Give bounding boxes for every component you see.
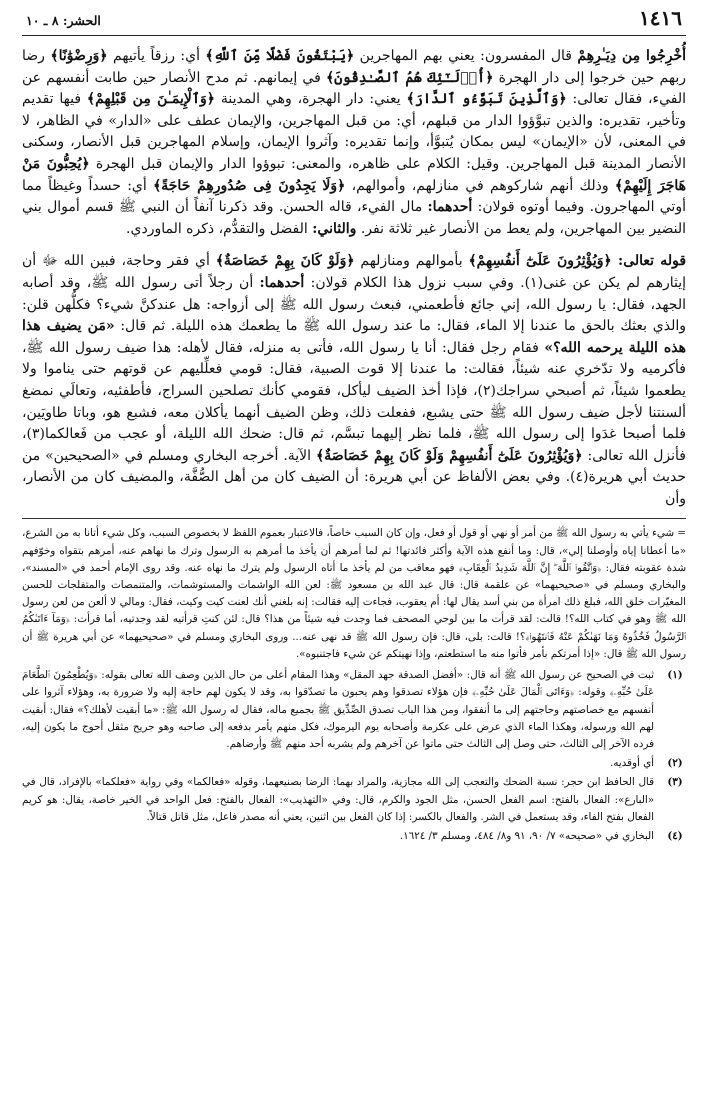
footnote-number: (٣)	[667, 776, 683, 789]
footnote	[22, 828, 686, 845]
text-segment: أن رجلاً أتى رسول الله ﷺ، وقد أصابه الجهد، فقال: يا رسول الله، إني جائع فأطعمني، فبعث رسول الله ﷺ إلى أزواجه: هل عندكنَّ شيء؟ فكلُّهن قلن: والذي بعثك بالحق ما عندنا إلا الماء، فقال: ما عند رسول الله ﷺ ما يطعمك هذه الليلة. ثم قال:	[22, 274, 686, 335]
footnote-continuation: = شيء يأتي به رسول الله ﷺ من أمر أو نهي أو قول أو فعل، وإن كان السبب خاصاً، فالاعتبار بعموم اللفظ لا بخصوص السبب، وكل شيء أتانا به من الشرع، «ما أعطانا إياه وأوصلنا إلي»، قال: وما أنفع هذه الآية وأكثر فائدتها! ثم لما أمرهم أن يأخذ ما أمرهم به الرسول وترك ما نهاهم عنه، أمرهم بتقواه وخوّفهم شدة عقوبته فقال: ﴿وَٱتَّقُوا۟ ٱللَّهَ ۖ إِنَّ ٱللَّهَ شَدِيدُ ٱلْعِقَابِ﴾ فهو معاقب من لم يأخذ ما أتاه الرسول ولم يترك ما نهاه عنه. وقد روى الإمام أحمد في «المسند»، والبخاري ومسلم في «صحيحيهما» عن علقمة قال: قال عبد الله بن مسعود ﷺ: لعن الله الواشمات والمستوشمات، والمتنمصات والمتفلجات للحسن المغيّرات خلق الله، فبلغ ذلك امرأة من بني أسد يقال لها: أم يعقوب، فجاءت إليه فقالت: إنه بلغني أنك لعنت كيت وكيت، فقال: ومالي لا ألعن من لعن رسول الله ﷺ وهو في كتاب الله؟! قالت: لقد قرأت ما بين لوحي المصحف فما وجدت فيه شيئاً من هذا؟ قال: لئن كنتِ قرأتيه لقد وجدتيه، أما قرأت: ﴿وَمَآ ءَاتَىٰكُمُ ٱلرَّسُولُ فَخُذُوهُ وَمَا نَهَىٰكُمْ عَنْهُ فَٱنتَهُوا۟﴾؟! قالت: بلى، قال: فإن رسول الله ﷺ قد نهى عنه... وروى البخاري ومسلم في «صحيحيهما» عن أبي هريرة ﷺ أن رسول الله ﷺ قال: «إذا أمرتكم بأمر فأتوا منه ما استطعتم، وإذا نهيتكم عن شيء فاجتنبوه».	[22, 527, 686, 660]
emphasized-text: ﴿وَرِضْوَٰنًا﴾	[50, 48, 108, 64]
text-segment: (٢)	[477, 382, 496, 399]
footnote-text: البخاري في «صحيحه» ٧/ ٩٠، ٩١ و٨/ ٤٨٤، ومسلم ٣/ ١٦٢٤.	[399, 829, 654, 842]
footnote-number: (٢)	[667, 757, 683, 770]
emphasized-text: أحدهما:	[427, 199, 473, 216]
text-segment: بأموالهم ومنازلهم	[354, 253, 469, 270]
emphasized-text: والثاني:	[312, 220, 357, 237]
text-segment: أي: رزقاً يأتيهم	[107, 48, 206, 64]
emphasized-text: ﴿وَيُؤْثِرُونَ عَلَىٰٓ أَنفُسِهِمْ﴾	[468, 253, 612, 270]
text-segment: الفضل والتقدُّم، ذكره الماوردي.	[126, 220, 313, 237]
emphasized-text: أُخْرِجُوا مِن دِيَـٰرِهِمْ	[577, 48, 686, 64]
emphasized-text: «مَن يضيف هذا هذه الليلة يرحمه الله؟»	[22, 318, 686, 356]
page-header	[22, 6, 686, 36]
text-segment: (١)	[524, 274, 544, 291]
footnote	[22, 755, 686, 772]
text-segment: رضا ربهم حين خرجوا إلى دار الهجرة	[22, 48, 686, 86]
text-segment: أي فقر وحاجة، فبين الله ﷻ أن إيثارهم لم يكن عن غنى	[22, 253, 686, 291]
emphasized-text: ﴿وَلَوْ كَانَ بِهِمْ خَصَاصَةٌ﴾	[215, 253, 355, 270]
text-segment: فقام رجل فقال: أنا يا رسول الله، فأتى به منزله، فقال لأهله: هذا ضيف رسول الله ﷺ، فأكرميه ولا تدّخري عنه شيئاً، فقالت: ما عندنا إلا قوت الصبية، فقال: قومي فعلِّليهم عن قوتهم حتى يناموا ولا يطعموا شيئاً، ثم أصبحي سراجك	[22, 339, 686, 399]
emphasized-text: ﴿وَيُؤْثِرُونَ عَلَىٰٓ أَنفُسِهِمْ وَلَوْ كَانَ بِهِمْ خَصَاصَةٌ﴾	[316, 447, 583, 464]
emphasized-text: ﴿يُحِبُّونَ مَنْ هَاجَرَ إِلَيْهِمْ﴾	[22, 155, 686, 194]
text-segment: قال المفسرون: يعني بهم المهاجرين	[354, 48, 578, 64]
paragraph	[22, 46, 686, 240]
emphasized-text: قوله تعالى:	[611, 253, 686, 270]
text-segment: يعني: دار الهجرة، وهي المدينة	[215, 91, 407, 108]
main-text	[22, 46, 686, 510]
footnote-text: قال الحافظ ابن حجر: نسبة الضحك والتعجب إلى الله مجازية، والمراد بهما: الرضا بصنيعهما، وقوله «فعالكما» وفي رواية «فعلكما» بالإفراد، قال في «البارع»: الفعال بالفتح: اسم الفعل الحسن، مثل الجود والكرم، قال: وفي «التهذيب»: الفعال بالفتح: فعل الواحد في الخير خاصة، يقال: هو كريم الفعال بفتح الفاء، وقد يستعمل في الشر. والفعال بالكسر: إذا كان الفعل بين اثنين، يعني أنه مصدر فاعل، مثل قاتل قتالاً.	[22, 776, 654, 823]
footnote-text: ثبت في الصحيح عن رسول الله ﷺ أنه قال: «أفضل الصدقة جهد المقل» وهذا المقام أعلى من حال الذين وصف الله تعالى بقوله: ﴿وَيُطْعِمُونَ ٱلطَّعَامَ عَلَىٰ حُبِّهِۦ﴾ وقوله: ﴿وَءَاتَى ٱلْمَالَ عَلَىٰ حُبِّهِۦ﴾ فإن هؤلاء تصدقوا وهم يحبون ما تصدّقوا به، وقد لا يكون لهم حاجة إليه ولا ضرورة به، وهؤلاء آثروا على أنفسهم مع خصاصتهم وحاجتهم إلى ما أنفقوا، ومن هذا الباب تصدق الصِّدِّيق ﷺ بجميع ماله، فقال له رسول الله ﷺ: «ما أبقيت لأهلك؟» فقال: أبقيت لهم الله ورسوله، وهكذا الماء الذي عرض على عكرمة وأصحابه يوم اليرموك، فكل منهم يأمر بدفعه إلى صاحبه وهو جريح مثقل أحوج ما يكون إليه، فرده الآخر إلى الثالث، حتى وصل إلى الثالث حتى ماتوا عن آخرهم ولم يشربه أحد منهم ﷺ وأرضاهم.	[22, 669, 654, 750]
text-segment: . وفي بعض الألفاظ عن أبي هريرة: أن الضيف كان من أهل الصُّفَّة، والمضيف كان من الأنصار، وأن	[22, 469, 686, 507]
text-segment: . وفي سبب نزول هذا الكلام قولان:	[304, 274, 525, 291]
text-segment: وذلك أنهم شاركوهم في منازلهم، وأموالهم،	[345, 177, 615, 194]
footnote-number: (١)	[667, 669, 683, 682]
text-segment: فيها تقديم وتأخير، تقديره: والذين تبوَّؤوا الدار من قبلهم، أي: من قبل المهاجرين، والإيمان عطف على «الدار» في الظاهر، لا في المعنى، لأن «الإيمان» ليس بمكان يُتبوَّأ، وإنما تقديره: وآثروا الإيمان، وإسلام المهاجرين قبل الأنصار، وسكنى الأنصار المدينة قبل المهاجرين. وقيل: الكلام على ظاهره، والمعنى: تبوؤوا الدار والإيمان قبل الهجرة	[22, 91, 686, 172]
emphasized-text: ﴿وَٱلَّذِينَ تَبَوَّءُو ٱلدَّارَ﴾	[406, 91, 567, 108]
footnotes	[22, 667, 686, 845]
book-page	[22, 6, 686, 1098]
emphasized-text: ﴿يَبْتَغُونَ فَضْلًا مِّنَ ٱللَّهِ﴾	[205, 48, 355, 64]
text-segment: في إيمانهم. ثم مدح الأنصار حين طابت أنفسهم عن الفيء، فقال تعالى:	[22, 69, 686, 108]
text-segment: مال الفيء، قاله الحسن. وقد ذكرنا آنفاً أن النبي ﷺ قسم أموال بني النضير بين المهاجرين، ولم يعط من الأنصار غير ثلاثة نفر.	[22, 199, 686, 237]
footnote	[22, 667, 686, 753]
text-segment: ، فإذا أخذ الضيف ليأكل، فقومي كأنك تصلحين السراج، فأطفئيه، وتعالَي نمضغ ألسنتنا لأجل ضيف رسول الله ﷺ حتى يشبع، ففعلت ذلك، وظن الضيف أنهما يأكلان معه، فشبع هو، وباتا طاويَين، فلما أصبحا غدَوا إلى رسول الله ﷺ، فلما نظر إليهما تبسَّم، ثم قال: ضحك الله الليلة، أو عجب من فَعالكما	[22, 382, 686, 443]
footnote-number: (٤)	[667, 829, 683, 842]
paragraph	[22, 251, 686, 510]
running-head: الحشر: ٨ ـ ١٠	[26, 13, 101, 28]
text-segment: الآية. أخرجه البخاري ومسلم في «الصحيحين» من حديث أبي هريرة	[22, 447, 686, 486]
emphasized-text: ﴿أُو۟لَـٰٓئِكَ هُمُ ٱلصَّـٰدِقُونَ﴾	[325, 69, 494, 86]
text-segment: أي: حسداً وغيظاً مما أوتي المهاجرون. وفيما أوتوه قولان:	[22, 177, 686, 216]
emphasized-text: ﴿وَلَا يَجِدُونَ فِى صُدُورِهِمْ حَاجَةً﴾	[153, 177, 346, 194]
footnote-text: أي أوقديه.	[609, 757, 654, 770]
footnote-separator	[22, 518, 686, 519]
footnote	[22, 774, 686, 826]
emphasized-text: ﴿وَٱلْإِيمَـٰنَ مِن قَبْلِهِمْ﴾	[86, 91, 215, 108]
page-number: ١٤١٦	[639, 6, 682, 30]
text-segment: (٣)	[26, 426, 45, 443]
text-segment: ، فأنزل الله تعالى:	[22, 426, 686, 464]
emphasized-text: أحدهما:	[259, 274, 305, 291]
text-segment: (٤)	[570, 469, 589, 486]
